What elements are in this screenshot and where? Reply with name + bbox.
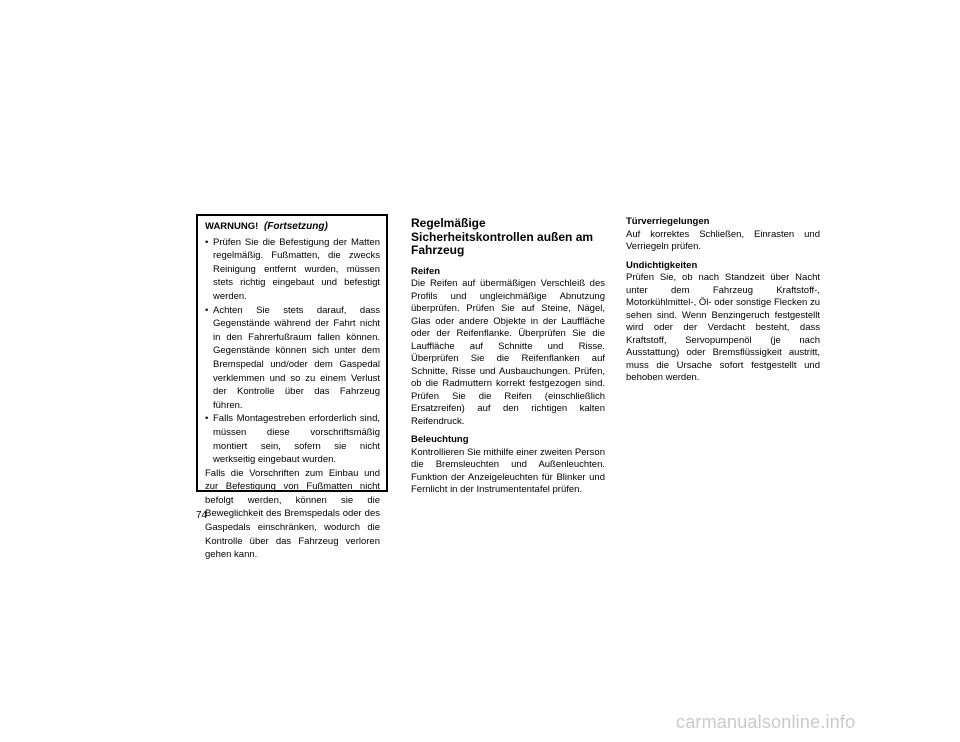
tires-heading: Reifen xyxy=(411,265,441,277)
column-middle xyxy=(411,216,605,503)
warning-bullet xyxy=(205,236,380,304)
section-title: Regelmäßige Sicherheitskontrollen außen am Fahrzeug xyxy=(411,216,594,257)
warning-bullet xyxy=(205,304,380,413)
warning-label: WARNUNG! xyxy=(205,221,259,232)
tires-text: Die Reifen auf übermäßigen Verschleiß des Profils und ungleichmäßige Abnutzung überprüfen. Prüfen Sie auf Steine, Nägel, Glas oder andere Objekte in der Lauffläche oder der Reifenflanke. Überprüfen Sie die Lauffläche auf Schnitte und Risse. Überprüfen Sie die Reifenflanken auf Schnitte, Risse und Ausbauchungen. Prüfen, ob die Radmuttern korrekt festgezogen sind. Prüfen Sie die Reifen (einschließlich Ersatzreifen) auf den richtigen kalten Reifendruck. xyxy=(411,278,605,427)
bullet-dot-icon: • xyxy=(205,304,209,316)
lights-text: Kontrollieren Sie mithilfe einer zweiten Person die Bremsleuchten und Außenleuchten. Funktion der Anzeigeleuchten für Blinker und Fernlicht in der Instrumententafel prüfen. xyxy=(411,446,605,495)
locks-text: Auf korrektes Schließen, Einrasten und Verriegeln prüfen. xyxy=(626,228,820,252)
leaks-text: Prüfen Sie, ob nach Standzeit über Nacht unter dem Fahrzeug Kraftstoff-, Motorkühlmittel-, Öl- oder sonstige Flecken zu sehen sind. Wenn Benzingeruch festgestellt wird oder der Verdacht besteht, dass Kraftstoff, Servopumpenöl (je nach Ausstattung) oder Bremsflüssigkeit austritt, muss die Ursache sofort festgestellt und behoben werden. xyxy=(626,272,820,383)
leaks-heading: Undichtigkeiten xyxy=(626,259,698,271)
warning-bullet xyxy=(205,412,380,466)
bullet-dot-icon: • xyxy=(205,413,209,425)
lights-heading: Beleuchtung xyxy=(411,434,469,445)
warning-bullet-text: Achten Sie stets darauf, dass Gegenstände während der Fahrt nicht in den Fahrerfußraum fallen können. Gegenstände können sich unter dem Bremspedal und/oder dem Gaspedal verklemmen und so zu einem Verlust der Kontrolle über das Fahrzeug führen. xyxy=(213,304,380,411)
warning-footer: Falls die Vorschriften zum Einbau und zur Befestigung von Fußmatten nicht befolgt werden, können sie die Beweglichkeit des Bremspedals oder des Gaspedals einschränken, wodurch die Kontrolle über das Fahrzeug verloren gehen kann. xyxy=(205,467,380,561)
warning-bullet-text: Falls Montagestreben erforderlich sind, müssen diese vorschriftsmäßig montiert sein, sofern sie nicht werkseitig eingebaut wurden. xyxy=(213,413,380,466)
warning-continuation: (Fortsetzung) xyxy=(263,221,328,232)
bullet-dot-icon: • xyxy=(205,236,209,248)
column-right xyxy=(626,216,820,391)
page-number: 74 xyxy=(196,510,208,521)
warning-header xyxy=(205,220,380,234)
warning-bullet-text: Prüfen Sie die Befestigung der Matten regelmäßig. Fußmatten, die zwecks Reinigung entfernt wurden, müssen stets richtig eingebaut und befestigt werden. xyxy=(213,236,380,302)
locks-heading: Türverriegelungen xyxy=(626,216,710,227)
watermark: carmanualsonline.info xyxy=(676,712,856,732)
